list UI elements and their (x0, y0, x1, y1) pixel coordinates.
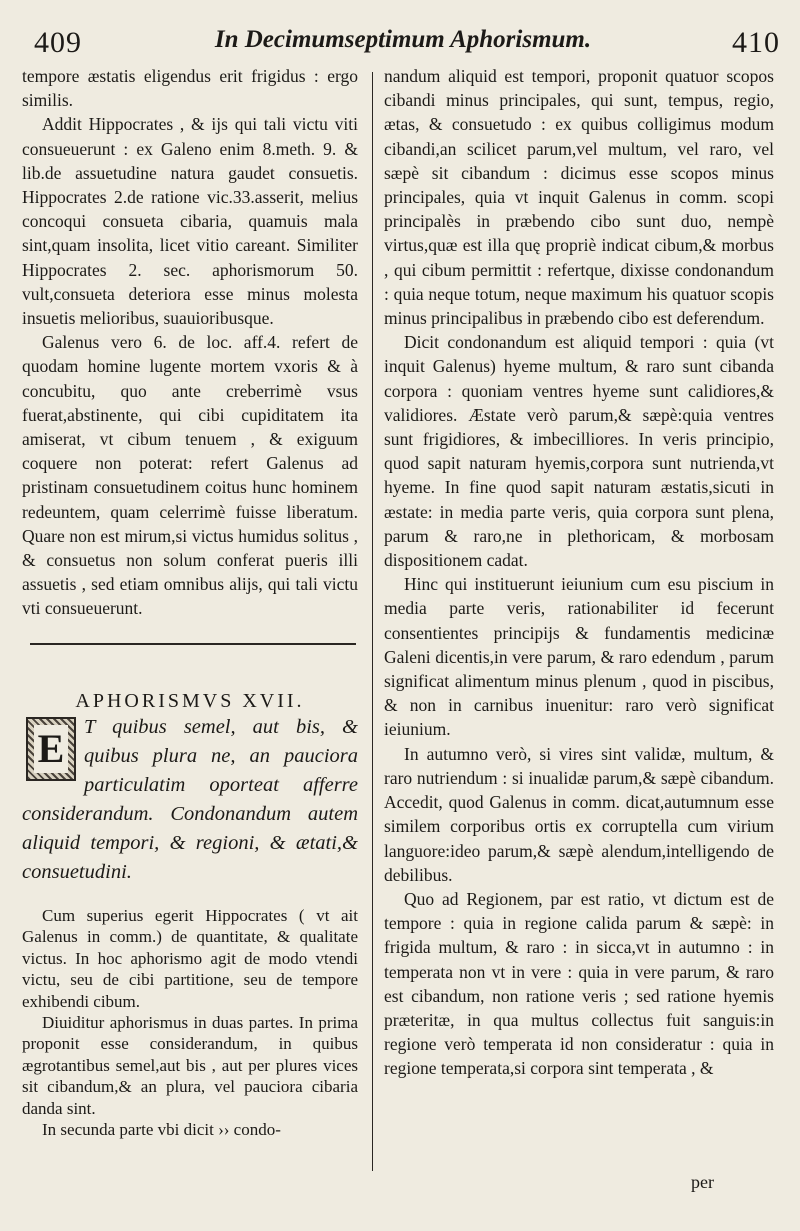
paragraph: tempore æstatis eligendus erit frigidus : ergo similis. (22, 66, 358, 111)
column-divider (372, 72, 373, 1171)
left-page-number: 409 (34, 26, 82, 59)
paragraph: Quo ad Regionem, par est ratio, vt dictum est de tempore : quia in regione calida parum & sæpè: in frigida multum, & raro : in sicca,vt in autumno : in temperata non vt in vere : quia in vere parum, & raro est cibandum, non ratione veris ; sed ratione hyemis præteritæ, in qua multus collectus fuit sanguis:in regione verò temperata id non consideratur : quia in regione temperata,si corpora sint temperata , & (384, 888, 774, 1079)
page-header (20, 22, 786, 66)
paragraph: Addit Hippocrates , & ijs qui tali victu viti consueuerunt : ex Galeno enim 8.meth. 9. & lib.de assuetudine natura gaudet consuetis. Hippocrates 2.de ratione vic.33.asserit, melius concoqui consueta cibaria, quamuis mala sint,quam insolita, licet vitio careant. Similiter Hippocrates 2. sec. aphorismorum 50. vult,consueta deteriora esse minus molesta insuetis melioribus, suauioribusque. (22, 114, 358, 329)
paragraph: In secunda parte vbi dicit ›› condo- (42, 1119, 281, 1139)
aphorism-text: T quibus semel, aut bis, & quibus plura ne, an pauciora particulatim oporteat afferre considerandum. Condonandum autem aliquid tempori, & regioni, & ætati,& consuetudini. (22, 715, 358, 883)
drop-cap-ornament (26, 717, 76, 781)
paragraph: nandum aliquid est tempori, proponit quatuor scopos cibandi minus principales, qui sunt, tempus, regio, ætas, & consuetudo : ex quibus colligimus modum cibandi,an scilicet parum,vel multum, vel raro, vel sæpè sit cibandum : dicimus esse scopos minus principales, quia vt inquit Galenus in comm. scopi principalès in præbendo cibo sunt duo, nempè virtus,quæ est illa quę propriè indicat cibum,& morbus , qui cibum permittit : refertque, dixisse condonandum : quia neque totum, neque maximum his quatuor scopis minus principalibus in præbendo cibo est deferendum. (384, 66, 774, 329)
commentary (22, 905, 358, 1140)
paragraph: Galenus vero 6. de loc. aff.4. refert de quodam homine lugente mortem vxoris & à concubitu, quo ante creberrimè vsus fuerat,abstinente, qui cibi cupiditatem ita amiserat, vt cibum tenuem , & exiguum coquere non poterat: refert Galenus ad pristinam consuetudinem coitus hunc hominem redeuntem, quam celerrimè fuisse liberatum. Quare non est mirum,si victus humidus solitus , & consuetus non solum conferat pueris illi assuetis , sed etiam omnibus alijs, qui tali victu vti consueuerunt. (22, 332, 358, 619)
paragraph: Dicit condonandum est aliquid tempori : quia (vt inquit Galenus) hyeme multum, & raro sunt cibanda corpora : quoniam ventres hyeme sunt calidiores,& validiores. Æstate verò parum,& sæpè:quia ventres sunt frigidiores, & imbecilliores. In veris principio, quod sapit naturam hyemis,corpora sunt nutrienda,vt hyeme. In fine quod sapit naturam æstatis,sicuti in æstate: in media parte veris, quia corpora sunt plena, parum & raro,ne in plethoricam, & morbosam dispositionem cadat. (384, 332, 774, 571)
aphorism-text-block (22, 713, 358, 887)
section-rule (30, 643, 356, 645)
right-page-number: 410 (732, 26, 780, 59)
paragraph: Diuiditur aphorismus in duas partes. In prima proponit esse considerandum, in quibus ægrotantibus semel,aut bis , aut per plures vices sit cibandum,& an plura, vel pauciora cibaria danda sint. (22, 1012, 358, 1118)
catchword: per (691, 1172, 714, 1192)
paragraph: Cum superius egerit Hippocrates ( vt ait Galenus in comm.) de quantitate, & qualitate victus. In hoc aphorismo agit de modo vtendi victu, seu de cibi partitione, seu de tempore exhibendi cibum. (22, 905, 358, 1011)
drop-cap-letter: E (34, 725, 68, 773)
paragraph: In autumno verò, si vires sint validæ, multum, & raro nutriendum : si inualidæ parum,& sæpè cibandum. Accedit, quod Galenus in comm. dicat,autumnum esse similem corporibus ortis ex corruptella cum virium languore:ideo parum,& sæpè alendum,intelligendo de debilibus. (384, 743, 774, 885)
aphorism-heading: APHORISMVS XVII. (75, 689, 305, 712)
running-title: In Decimumseptimum Aphorismum. (214, 26, 592, 53)
paragraph: Hinc qui instituerunt ieiunium cum esu piscium in media parte veris, rationabiliter id fecerunt consentientes principijs & fundamentis medicinæ Galeni dicentis,in vere parum, & raro edendum , parum significat alimentum minus plenum , quod in piscibus, & non in carnibus inuenitur: raro verò significat ieiunium. (384, 574, 774, 740)
right-column (384, 64, 774, 1081)
left-column (22, 64, 358, 1140)
